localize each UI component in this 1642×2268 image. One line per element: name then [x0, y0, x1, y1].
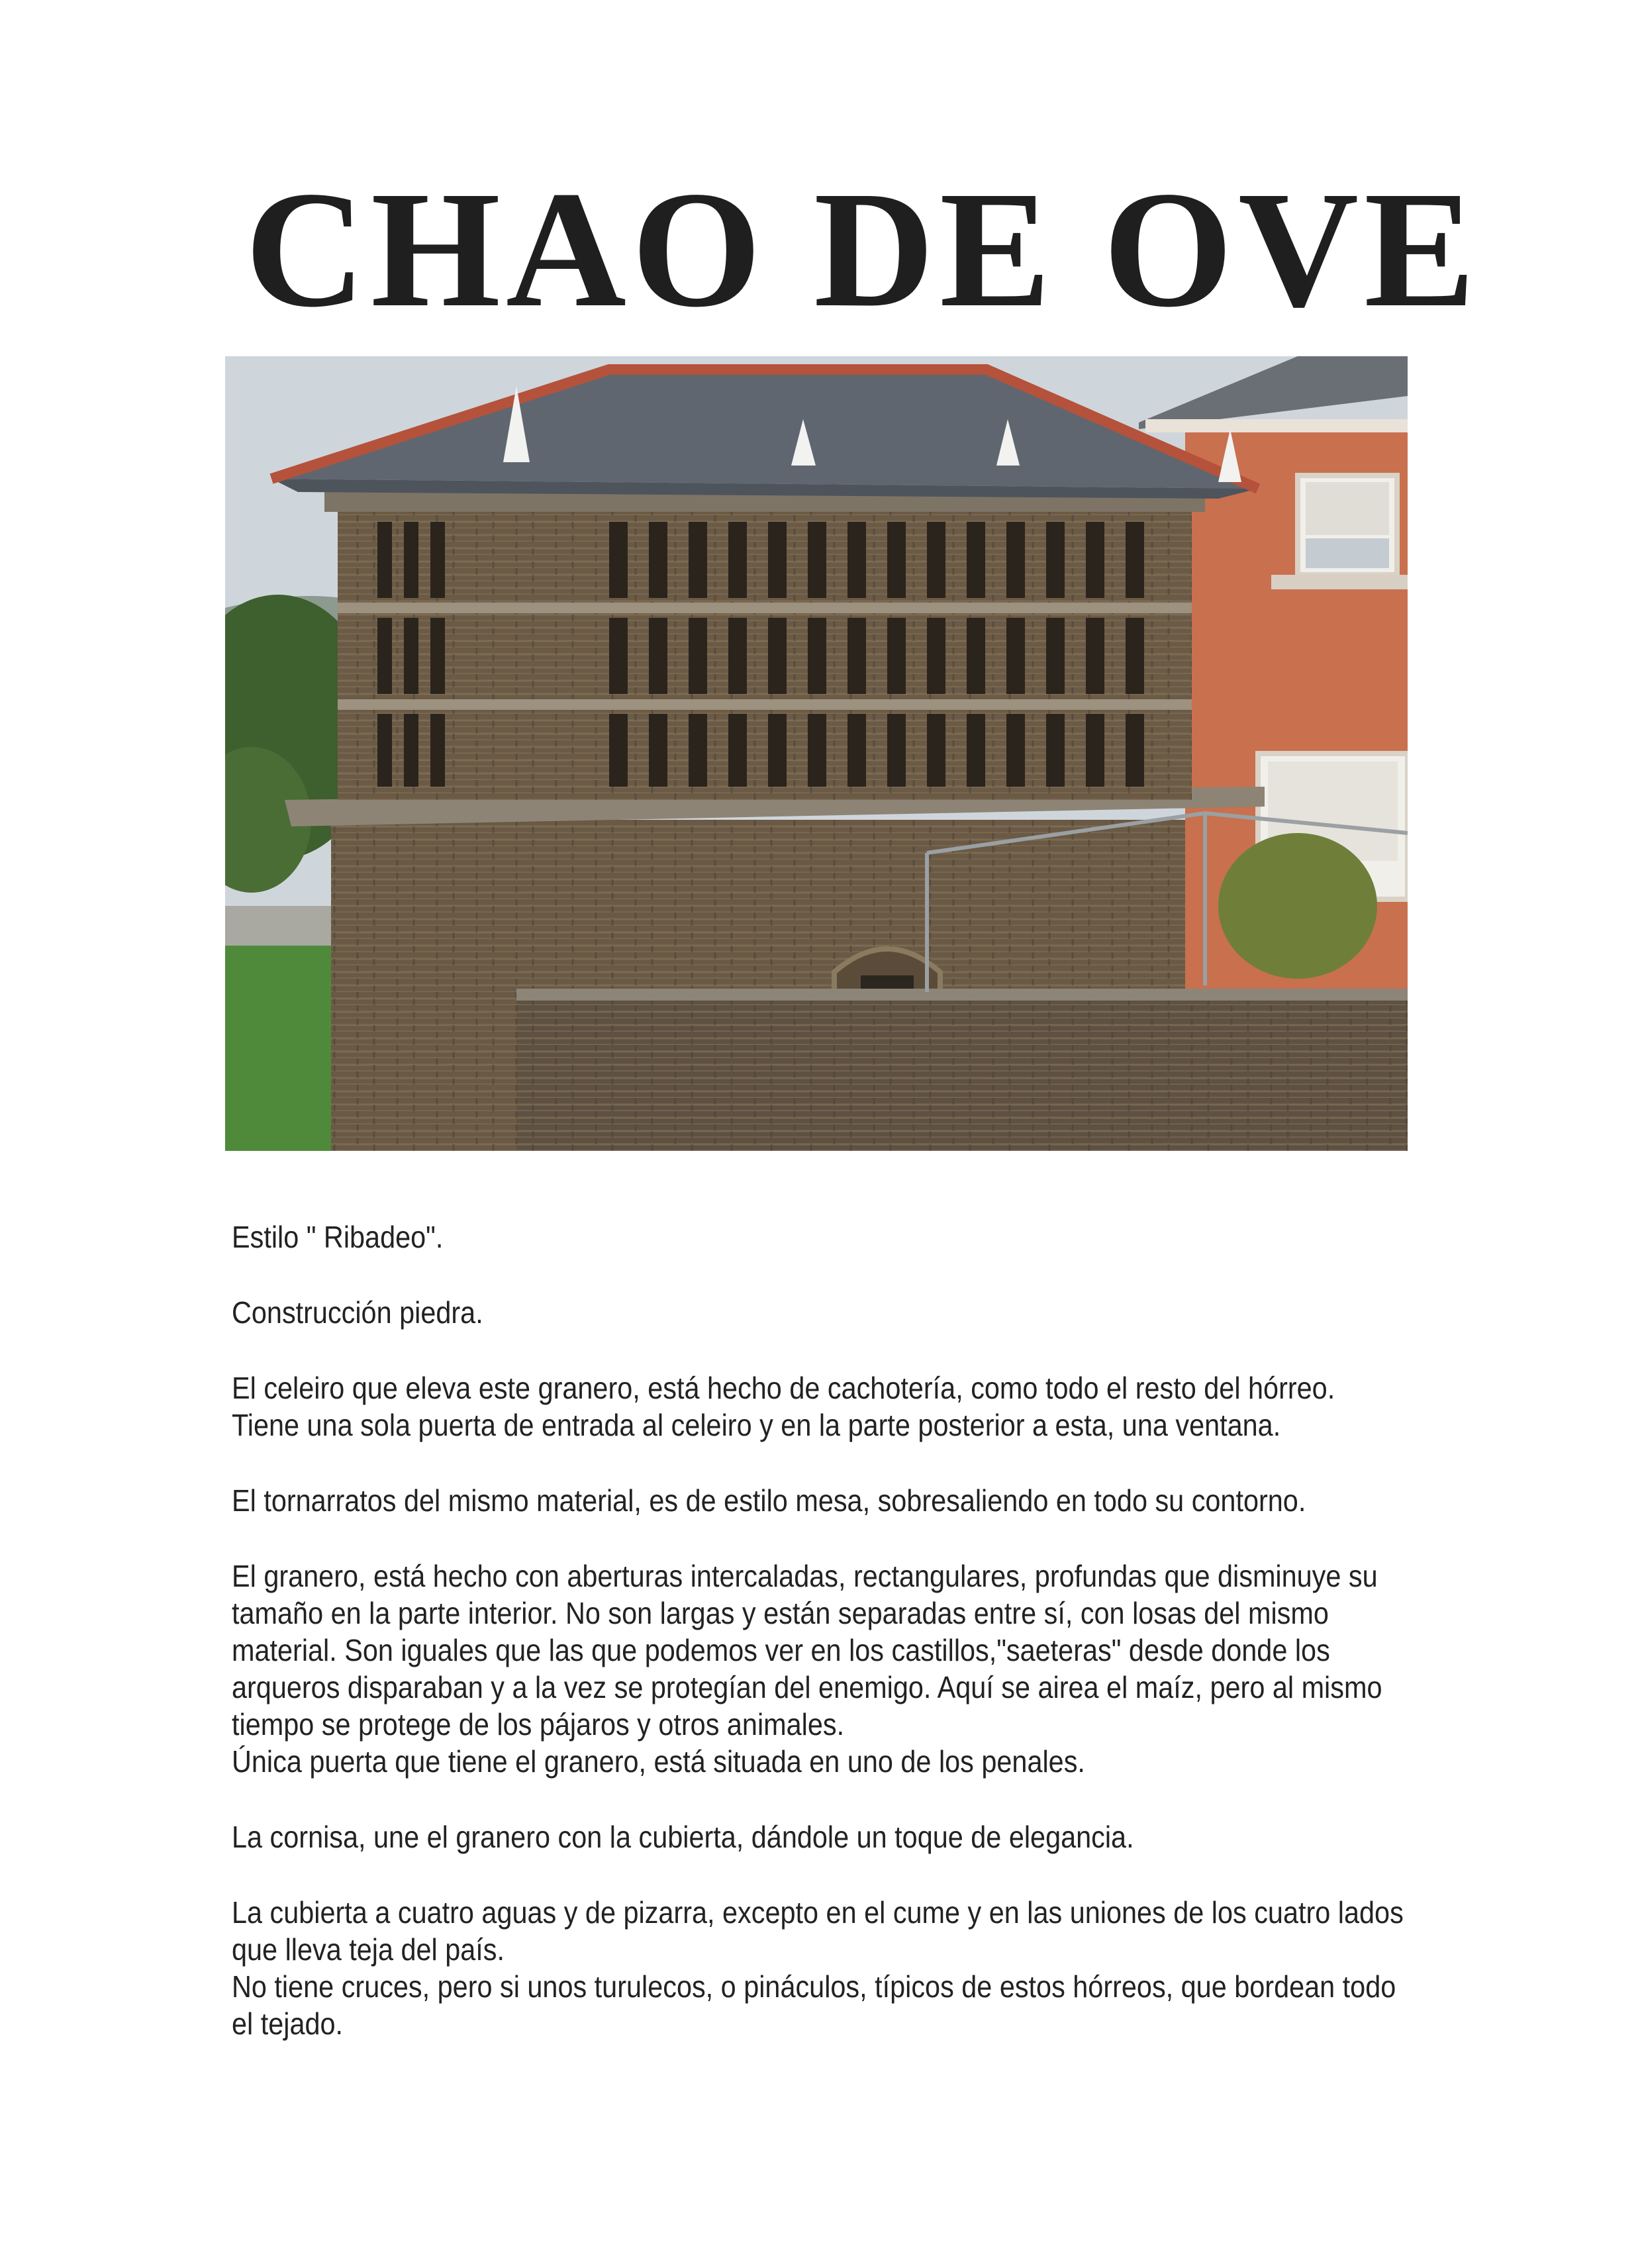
text-line: Construcción piedra.	[232, 1295, 483, 1330]
text-line: Estilo " Ribadeo".	[232, 1220, 444, 1254]
text-line: El granero, está hecho con aberturas intercaladas, rectangulares, profundas que disminuye su	[232, 1559, 1378, 1593]
text-line: tiempo se protege de los pájaros y otros animales.	[232, 1707, 845, 1742]
text-line: material. Son iguales que las que podemos ver en los castillos,"saeteras" desde donde los	[232, 1633, 1330, 1667]
text-line: La cornisa, une el granero con la cubierta, dándole un toque de elegancia.	[232, 1820, 1134, 1854]
text-line: El tornarratos del mismo material, es de estilo mesa, sobresaliendo en todo su contorno.	[232, 1483, 1306, 1518]
text-line: tamaño en la parte interior. No son largas y están separadas entre sí, con losas del mismo	[232, 1596, 1329, 1630]
paragraph-cornisa	[232, 1818, 1292, 1855]
paragraph-style	[232, 1218, 1292, 1256]
saeteras	[377, 522, 445, 787]
text-line: que lleva teja del país.	[232, 1932, 505, 1967]
text-line: arqueros disparaban y a la vez se protegían del enemigo. Aquí se airea el maíz, pero al mismo	[232, 1670, 1382, 1704]
paragraph-granero	[232, 1557, 1382, 1780]
page-title: CHAO DE OVE	[245, 156, 1481, 342]
text-line: La cubierta a cuatro aguas y de pizarra, excepto en el cume y en las uniones de los cuatro lados	[232, 1895, 1404, 1930]
paragraph-construction	[232, 1294, 1292, 1331]
paragraph-celeiro	[232, 1369, 1335, 1444]
text-line: el tejado.	[232, 2006, 344, 2041]
paragraph-tornarratos	[232, 1482, 1306, 1519]
paragraph-cubierta	[232, 1894, 1404, 2042]
text-line: Única puerta que tiene el granero, está situada en uno de los penales.	[232, 1744, 1085, 1779]
horreo-photo	[225, 356, 1408, 1151]
description-text	[232, 1218, 1404, 2042]
text-line: El celeiro que eleva este granero, está hecho de cachotería, como todo el resto del hórreo.	[232, 1371, 1335, 1405]
horreo-illustration	[225, 356, 1408, 1151]
text-line: Tiene una sola puerta de entrada al celeiro y en la parte posterior a esta, una ventana.	[232, 1408, 1281, 1442]
text-line: No tiene cruces, pero si unos turulecos, o pináculos, típicos de estos hórreos, que bordean todo	[232, 1969, 1396, 2004]
